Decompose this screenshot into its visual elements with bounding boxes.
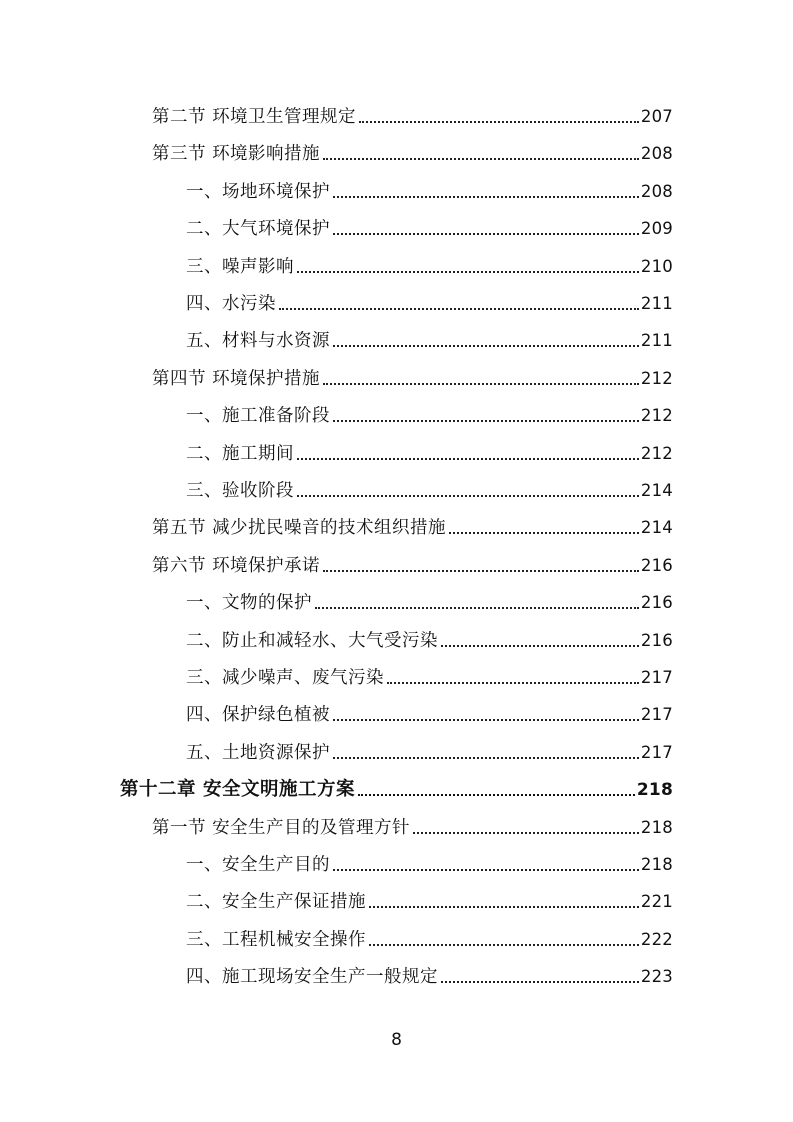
toc-entry-page-number: 212 xyxy=(640,368,673,388)
toc-entry-page-number: 209 xyxy=(640,219,673,239)
toc-entry-page-number: 218 xyxy=(640,817,673,837)
dot-leader xyxy=(359,121,639,123)
toc-entry-page-number: 218 xyxy=(636,780,673,801)
dot-leader xyxy=(333,719,639,721)
toc-entry-label: 一、文物的保护 xyxy=(186,593,312,614)
toc-entry-page-number: 208 xyxy=(640,144,673,164)
toc-entry-item[interactable] xyxy=(186,621,673,651)
dot-leader xyxy=(369,906,639,908)
toc-entry-page-number: 217 xyxy=(640,705,673,725)
toc-entry-page-number: 221 xyxy=(640,892,673,912)
toc-entry-label: 四、施工现场安全生产一般规定 xyxy=(186,967,438,988)
toc-entry-page-number: 211 xyxy=(640,294,673,313)
toc-entry-page-number: 211 xyxy=(640,331,673,351)
dot-leader xyxy=(315,607,639,609)
dot-leader xyxy=(333,233,639,235)
dot-leader xyxy=(441,981,639,983)
toc-entry-page-number: 216 xyxy=(640,593,673,613)
toc-entry-page-number: 212 xyxy=(640,406,673,426)
toc-entry-label: 第一节 安全生产目的及管理方针 xyxy=(152,817,411,838)
toc-entry-item[interactable] xyxy=(186,321,673,351)
toc-entry-label: 第十二章 安全文明施工方案 xyxy=(120,779,355,801)
toc-entry-label: 第四节 环境保护措施 xyxy=(152,368,321,389)
toc-entry-label: 三、工程机械安全操作 xyxy=(186,929,366,950)
toc-entry-item[interactable] xyxy=(186,695,673,725)
dot-leader xyxy=(441,645,639,647)
toc-entry-label: 四、保护绿色植被 xyxy=(186,705,330,726)
toc-entry-label: 二、大气环境保护 xyxy=(186,219,330,240)
toc-entry-item[interactable] xyxy=(186,172,673,202)
toc-entry-page-number: 208 xyxy=(640,181,673,201)
dot-leader xyxy=(297,495,639,497)
toc-entry-label: 第三节 环境影响措施 xyxy=(152,144,321,165)
dot-leader xyxy=(333,420,639,422)
toc-entry-item[interactable] xyxy=(186,957,673,987)
toc-entry-label: 四、水污染 xyxy=(186,294,276,314)
toc-entry-item[interactable] xyxy=(186,733,673,763)
toc-entry-item[interactable] xyxy=(186,284,673,314)
toc-entry-page-number: 216 xyxy=(640,630,673,650)
toc-entry-section[interactable] xyxy=(152,808,673,838)
toc-entry-page-number: 214 xyxy=(640,481,673,500)
toc-entry-section[interactable] xyxy=(152,508,673,538)
toc-entry-label: 五、土地资源保护 xyxy=(186,742,330,763)
toc-entry-section[interactable] xyxy=(152,97,673,127)
toc-entry-page-number: 217 xyxy=(640,668,673,687)
toc-entry-label: 第二节 环境卫生管理规定 xyxy=(152,107,357,127)
dot-leader xyxy=(333,345,639,347)
toc-entry-label: 第六节 环境保护承诺 xyxy=(152,555,321,576)
toc-entry-item[interactable] xyxy=(186,434,673,464)
toc-entry-section[interactable] xyxy=(152,546,673,576)
toc-entry-label: 二、施工期间 xyxy=(186,443,294,464)
toc-entry-item[interactable] xyxy=(186,209,673,239)
dot-leader xyxy=(369,944,639,946)
toc-entry-page-number: 222 xyxy=(640,929,673,949)
toc-entry-label: 一、安全生产目的 xyxy=(186,855,330,875)
dot-leader xyxy=(449,532,639,534)
toc-entry-label: 一、施工准备阶段 xyxy=(186,406,330,427)
toc-entry-section[interactable] xyxy=(152,134,673,164)
toc-entry-item[interactable] xyxy=(186,920,673,950)
toc-entry-item[interactable] xyxy=(186,396,673,426)
toc-entry-item[interactable] xyxy=(186,882,673,912)
dot-leader xyxy=(297,458,639,460)
toc-entry-item[interactable] xyxy=(186,658,673,688)
toc-entry-item[interactable] xyxy=(186,845,673,875)
dot-leader xyxy=(387,682,639,684)
toc-entry-label: 二、防止和减轻水、大气受污染 xyxy=(186,630,438,651)
dot-leader xyxy=(358,794,635,796)
toc-entry-page-number: 207 xyxy=(640,107,673,126)
toc-entry-label: 三、减少噪声、废气污染 xyxy=(186,668,384,688)
toc-entry-label: 三、噪声影响 xyxy=(186,256,294,277)
toc-entry-label: 一、场地环境保护 xyxy=(186,181,330,202)
toc-entry-page-number: 223 xyxy=(640,967,673,987)
toc-entry-page-number: 214 xyxy=(640,518,673,538)
dot-leader xyxy=(333,869,639,871)
toc-entry-page-number: 216 xyxy=(640,555,673,575)
toc-entry-item[interactable] xyxy=(186,247,673,277)
toc-entry-item[interactable] xyxy=(186,583,673,613)
toc-entry-label: 二、安全生产保证措施 xyxy=(186,892,366,913)
page-number: 8 xyxy=(391,1030,402,1050)
dot-leader xyxy=(323,158,639,160)
toc-entry-chapter[interactable] xyxy=(120,770,673,800)
toc-entry-label: 五、材料与水资源 xyxy=(186,331,330,352)
toc-entry-section[interactable] xyxy=(152,359,673,389)
toc-entry-page-number: 210 xyxy=(640,256,673,276)
dot-leader xyxy=(323,570,639,572)
dot-leader xyxy=(333,196,639,198)
dot-leader xyxy=(323,383,639,385)
toc-entry-label: 三、验收阶段 xyxy=(186,481,294,501)
toc-entry-label: 第五节 减少扰民噪音的技术组织措施 xyxy=(152,518,447,539)
toc-entry-page-number: 218 xyxy=(640,855,673,874)
toc-entry-page-number: 212 xyxy=(640,443,673,463)
dot-leader xyxy=(413,832,639,834)
dot-leader xyxy=(333,757,639,759)
toc-entry-page-number: 217 xyxy=(640,742,673,762)
dot-leader xyxy=(297,271,639,273)
toc-entry-item[interactable] xyxy=(186,471,673,501)
dot-leader xyxy=(279,308,639,310)
